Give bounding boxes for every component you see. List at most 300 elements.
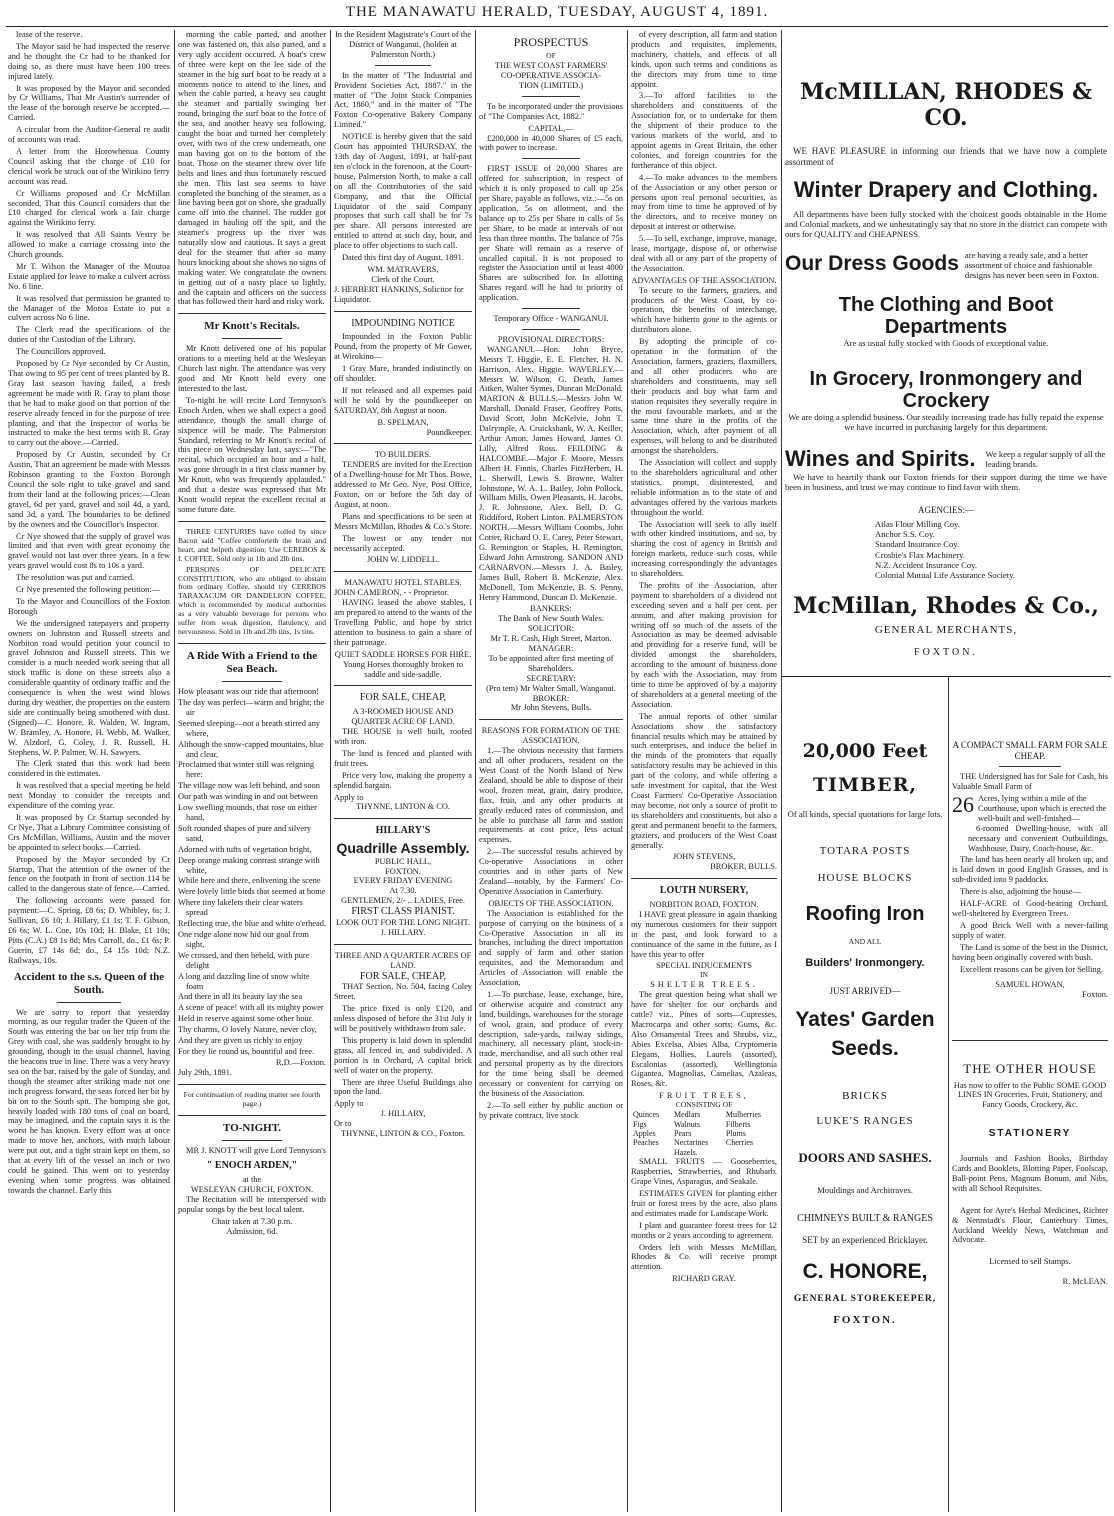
advert-text: Agent for Ayre's Herbal Medicines, Richter & Nennstadt's Flour, Canterbury Times, Auckland Weekly News, Watchman and Advocate. [952,1205,1108,1245]
advert-title: THE OTHER HOUSE [963,1061,1097,1077]
advert-text: The price fixed is only £120, and unless disposed of before the 31st July it will be positively withdrawn from sale. [334,1004,472,1033]
column-rule [627,30,628,1512]
signature: WM. MATRAVERS, [367,264,439,274]
advert-subheading: Builders' Ironmongery. [805,957,925,970]
paragraph: The Clerk read the specifications of the duties of the Custodian of the Library. [8,325,170,345]
prospectus-text: The Association is established for the purpose of carrying on the business of a Co-Operative Association in all its branches, including the direct importation and supply of farm and other station requisites, and the Memorandum and Articles of Association will enable the Association, [479,908,623,988]
divider [334,443,472,444]
divider [952,1040,1108,1041]
signature: R. McLEAN. [1062,1277,1108,1287]
table-cell: Nectarines [674,1138,709,1148]
list-item: Colonial Mutual Life Assurance Society. [875,569,1016,580]
advert-title: McMILLAN, RHODES & CO. [800,79,1092,131]
advert-heading: FOR SALE, CHEAP, [359,692,447,704]
prospectus-text: By adopting the principle of co-operation in the formation of the Association, farmers, graziers, flaxmillers, and all other producers who are shareholders and constituents, may sell their products and buy what farm and station requisites they severally require in the most favourable markets, and at the same time share in the profits of the Association, which, after payment of all expenses, will belong to and be distributed amongst the shareholders. [631,337,777,456]
poem-line: Where tiny lakelets their clear waters spread [178,898,303,918]
advert-heading: A COMPACT SMALL FARM FOR SALE CHEAP. [952,740,1108,761]
paragraph: The resolution was put and carried. [16,573,135,583]
table-row [631,1148,777,1157]
paragraph: It was resolved that All Saints Vestry be allowed to make a carriage crossing into the Church grounds. [8,230,170,260]
advert-heading: MANAWATU HOTEL STABLES. [344,578,462,588]
prospectus-text: FIRST ISSUE of 20,000 Shares are offered for subscription, in respect of which it is only proposed to call up 25s per Share, payable as follows, viz.:—5s on application, 5s on allotment, and the balance up to 25s per Share in calls of 5s per Share, to be made at intervals of not less than three months. The balance of 75s per Share will remain as a reserve of uncalled capital. It is not proposed to register the Association until at least 4000 Shares are subscribed for. In allotting Shares regard will be had to priority of application. [479,164,623,303]
advert-text: Impounded in the Foxton Public Pound, from the property of Mr Gower, at Wirokino— [334,332,472,362]
prospectus-text: 2.—The successful results achieved by Co-operative Associations in other countries and in other parts of New Zealand—notably, by the Farmers' Co-Operative Association in Canterbury. [479,847,623,896]
advert-text: are having a ready sale, and a better assortment of choice and fashionable designs has never been seen in Foxton. [964,249,1099,280]
advert-text: Admission, 6d. [226,1226,278,1236]
honore-advert [785,680,945,1510]
paragraph: To-night he will recite Lord Tennyson's Enoch Arden, when we shall expect a good attendance, though the small charge of sixpence will be made. The Palmerston Standard, referring to Mr Knott's recital of this piece on Wednesday last, says:—"The recital, which occupied an hour and a half, was gone through in a first class manner by Mr Knott, who was frequently applauded." and that a desire was expressed that Mr Knott would repeat the excellent recital at some future date. [178,395,326,514]
advert-text: Licensed to sell Stamps. [989,1257,1071,1267]
advert-text: Or to [334,1119,352,1129]
article-heading: Mr Knott's Recitals. [204,320,300,333]
advert-text: The lowest or any tender not necessarily accepted. [334,533,472,553]
advert-subheading: BRICKS [842,1089,888,1102]
advert-text: THREE CENTURIES have rolled by since Bacon said "Coffee comforteth the brain and heart, and helpeth digestion; Use CEREBOS & I. COFFEE. Sold only in 1lb and 2lb tins. [178,526,326,563]
prospectus-text: OF [546,51,556,61]
prospectus-text: £200,000 in 40,000 Shares of £5 each, with power to increase. [479,133,623,153]
poem-line: Our path was winding in and out between [178,792,318,802]
advert-text: This property is laid down in splendid grass, all fenced in, and subdivided. A portion is in Orchard, A capital brick well of water on the property. [334,1035,472,1075]
divider [522,96,580,97]
advert-text: Of all kinds, special quotations for large lots. [787,808,943,819]
divider [334,818,472,819]
prospectus-heading: BROKER: [532,693,570,703]
paragraph: Proposed by the Mayor seconded by Cr Startup, That the attention of the owner of the fence on the footpath in front of section 114 be called to the dangerous state of fence.—Carried. [8,854,170,894]
advert-title: In Grocery, Ironmongery and Crockery [809,368,1083,413]
signature: B. SPELMAN, [377,417,429,427]
prospectus-text: To be incorporated under the provisions of "The Companies Act, 1882." [479,101,623,121]
advert-text: The land is fenced and planted with fruit trees. [334,748,472,768]
advert-title: " ENOCH ARDEN," [206,1160,298,1172]
prospectus-name: TION (LIMITED.) [518,80,584,90]
court-heading: In the Resident Magistrate's Court of the District of Wanganui, (holden at Palmerston North.) [335,30,471,59]
prospectus-name: CO-OPERATIVE ASSOCIA- [500,71,602,81]
advert-text: JUST ARRIVED— [829,986,901,997]
prospectus-heading: CAPITAL,— [528,123,574,133]
advert-title: Winter Drapery and Clothing. [793,177,1099,203]
advert-subheading: TOTARA POSTS [819,844,911,857]
advert-text: ESTIMATES GIVEN for planting either fruit or forest trees by the acre, also plans and estimates made for Landscape Work. [631,1189,777,1218]
signature: JOHN STEVENS, [672,852,736,862]
advert-text: AND ALL [848,937,882,947]
paragraph: lease of the reserve. [16,30,83,39]
advert-text: THE HOUSE is well built, roofed with iron. [334,727,472,746]
poem-line: For they lie round us, bountiful and free. [178,1046,315,1056]
paragraph: The Clerk stated that this work had been considered in the estimates. [8,759,170,779]
wines-row [785,446,1107,472]
paragraph: The following accounts were passed for payment:—C. Spring, £8 6s; D. Whibley, 6s; J. Sullivan, £6 10; J. Hillary, £1 1s; T. F. Gibson, £6 6s; W. L. Coe, 10s 10d; H. Blake, £1 10s; Pitts (C.A.) £8 1s 8d; Mrs Carroll, do., £1 6s; P. Guerin, £7 14s 6d; do., £4 15s 10d; N.Z. Railways, 10s. [8,896,170,965]
prospectus-heading: PROVISIONAL DIRECTORS: [497,334,605,344]
prospectus-text: Mr T. R. Cash, High Street, Marton. [490,634,612,644]
signature: THYNNE, LINTON & CO. [355,802,451,812]
advert-text: Mouldings and Architraves. [817,1185,913,1196]
advert-text: PERSONS OF DELICATE CONSTITUTION, who are obliged to abstain from ordinary Coffee, should try CEREBOS TARAXACUM OR DANDELION COFFEE, which is recommended by medical authorities as a very valuable beverage for persons who suffer from weak digestion, flatulency, and nervousness. Sold in 1lb and 2lb tins, 1s tins. [178,564,326,637]
advert-text: Apply to [334,1099,364,1109]
poem-line: Adorned with tufts of vegetation bright, [178,844,312,854]
poem-line: A long and dazzling line of snow white foam [178,971,310,991]
paragraph: The Councillors approved. [16,347,106,357]
advert-text: Orders left with Messrs McMillan, Rhodes & Co. will receive prompt attention. [631,1242,777,1272]
poem-line: The village now was left behind, and soon [178,781,320,791]
divider [334,571,472,572]
advert-subheading: SHELTER TREES. [650,980,758,990]
table-cell: Plums [725,1129,746,1139]
advert-text: We are doing a splendid business. Our steadily increasing trade has fully repaid the expense we have incurred in purchasing largely for this department. [788,412,1104,433]
advert-text: If not released and all expenses paid will be sold by the poundkeeper on SATURDAY, 8th August at noon. [334,385,472,415]
divider [178,313,326,314]
advert-text: At 7.30. [389,886,417,896]
advert-text: at the [242,1175,262,1185]
paragraph: It was proposed by Cr Startup seconded by Cr Nye, That a Library Committee consisting of Crs McMillan, Williams, Austin and the mover be appointed to select books.—Carried. [8,812,170,852]
signature: SAMUEL HOWAN, [995,980,1065,990]
divider [178,1115,326,1116]
advert-text: The great question being what shall we have for shelter for our orchards and cattle? viz., Pines of sorts—Cupresses, Macrocarpa and other sorts; Gums, &c. Also Ornamental Trees and Shrubs, viz., Abies Excelsa, Abies Alba, Cryptomeria Elegans, Hollies, Laurels (assorted), Escalonias (assorted), Wellingtonia Gigantea, Magnolias, Camelias, Azaleas, Roses, &c. [631,990,777,1089]
advert-heading: IMPOUNDING NOTICE [351,317,455,329]
prospectus-text: (Pro tem) Mr Walter Small, Wanganui. [486,683,616,693]
column-4 [479,30,623,1510]
advert-text: The land has been nearly all broken up, and is laid down in good English Grasses, and is sub-divided into 9 paddocks. [952,855,1108,885]
advert-text: THE Undersigned has for Sale for Cash, his Valuable Small Farm of [952,772,1108,792]
prospectus-text: 4.—To make advances to the members of the Association or any other person or persons upon real personal securities, as may from time to time be approved of by the directors, and to receive money on deposit at interest or otherwise. [631,172,777,232]
prospectus-name: THE WEST COAST FARMERS' [494,61,608,71]
paragraph: Mr T. Wilson the Manager of the Moutoa Estate applied for leave to make a culvert across No. 6 line. [8,261,170,291]
table-cell: Mulberries [725,1110,761,1120]
poem-line: Held in reserve against some other hour. [178,1014,314,1024]
advert-subheading: LUKE'S RANGES [816,1114,914,1127]
signature: J. HERBERT HANKINS, Solicitor for Liquidator. [334,284,464,304]
prospectus-heading: REASONS FOR FORMATION OF THE ASSOCIATION. [481,726,621,746]
advert-text: MR J. KNOTT will give Lord Tennyson's [186,1145,326,1155]
paragraph: Cr Nye presented the following petition:— [16,585,160,595]
paragraph: It was proposed by the Mayor and seconded by Cr Williams, That Mr Austin's surrender of the lease of the borough reserve be accepted.—Carried. [8,83,170,123]
poem-line: Thy charms, O lovely Nature, never cloy, [178,1025,317,1035]
advert-text: 1 Gray Mare, branded indistinctly on off shoulder. [334,364,472,383]
prospectus-heading: OBJECTS OF THE ASSOCIATION. [488,898,614,908]
masthead-rule [6,26,1108,27]
prospectus-text: WANGANUI.—Hon. John Bryce, Messrs T. Higgie, E. E. Fletcher, H. N. Harrison, Alex. Higgie. WAVERLEY.—Messrs W. Wilson, G. Death, James Aitken, Walter Symes, Duncan McDonald. MARTON & BULLS.—Messrs John W. Marshall, Donald Fraser, Geoffrey Potts, David Scott, John McKelvie, John T. Dalrymple, A. Cruickshank, W. A. Keiller, Arthur Amon, James Howard, James O. Lilly, Alfred Ross. FEILDING & HALCOMBE.—Major F. Moore, Messrs Albert H. Finnis, Charles FitzHerbert, H. L. Sherwill, Lewis S. Browne, Walter Johnstone, W. A. L. Bailey, John Pollock, William Mills, Owen Pleasants, H. Jacobs, J. R. Johnstone, Alex. Bell, D. G. Riddiford, Robert Linton. PALMERSTON NORTH.—Messrs William Coombs, John Cotter, Richard O. E. Carey, Peter Stewart, G. Remington or Staples, H. Remington, Edward John Armstrong. SANDON AND CARNARVON.—Messrs J. A. Bailey, James Bull, Robert B. McKenzie, Alex. McDonell, Tom McKenzie, B. S. Penny, Henry Hammond, Duncan D. McKenzie. [479,344,623,602]
paragraph: To the Mayor and Councillors of the Foxton Borough [8,596,170,616]
advert-text: Has now to offer to the Public SOME GOOD LINES IN Groceries, Fruit, Stationery, and Fancy Goods, Crockery, &c. [953,1080,1107,1110]
mcmillan-advert [785,30,1107,670]
advert-text: There is also, adjoining the house— [960,887,1081,897]
masthead: THE MANAWATU HERALD, TUESDAY, AUGUST 4, 1891. [345,4,769,20]
advert-text: Chair taken at 7.30 p.m. [211,1216,293,1226]
divider [522,329,580,330]
advert-heading: TO BUILDERS. [374,450,432,460]
advert-subheading: DOORS AND SASHES. [798,1149,932,1165]
advert-subheading: HOUSE BLOCKS [817,871,913,884]
paragraph: A circular from the Auditor-General re audit of accounts was read. [8,125,170,145]
continuation-note: For continuation of reading matter see fourth page.) [183,1089,321,1108]
advert-text: IN [699,970,708,980]
poem-line: Seemed sleeping—not a breath stirred any where, [178,718,321,738]
table-cell: Figs [633,1119,647,1129]
advert-text: GENTLEMEN, 2/- .. LADIES, Free. [341,896,465,906]
table-cell: Cherries [725,1138,753,1148]
advert-subheading: QUIET SADDLE HORSES FOR HIRE. [334,649,472,659]
signature: THYNNE, LINTON & CO., Foxton. [340,1129,466,1139]
advert-subheading: FRUIT TREES, [659,1091,749,1101]
advert-text: There are three Useful Buildings also upon the land. [334,1077,472,1097]
poem-date: July 29th, 1891. [178,1067,232,1077]
advert-text: SET by an experienced Bricklayer. [802,1235,928,1245]
table-cell: Walnuts [674,1119,701,1129]
poem-line: We crossed, and then beheld, with pure delight [178,950,310,970]
advert-subheading: FOXTON. [914,646,978,658]
fruit-table [631,1110,777,1157]
advert-subheading: SPECIAL INDUCEMENTS [656,961,752,971]
advert-text: The Recitation will be interspersed with popular songs by the best local talent. [178,1195,326,1214]
paragraph: Proposed by Cr Austin, seconded by Cr Austin, That an agreement be made with Messrs Robinson granting to the Foxton Borough Council the sole right to take gravel and sand from their land at the following prices:—Clean gravel, 6d per yard, gravel and soil 4d, a yard, sand 3d, a yard. The boundaries to be defined by the owners and the Councillor's Inspector. [8,450,170,529]
divider [375,65,430,66]
advert-text: A good Brick Well with a never-failing supply of water. [952,920,1108,940]
prospectus-text: To secure to the farmers, graziers, and producers of the West Coast, by co-operation, the benefits of interchange, which have hitherto gone to the agents or distributors alone. [631,285,777,335]
prospectus-text: The Bank of New South Wales. [498,614,604,624]
advert-subheading: GENERAL STOREKEEPER, [793,1294,937,1305]
poem-line: Although the snow-capped mountains, blue and clear, [178,739,324,759]
advert-subheading: FOR SALE, CHEAP, [359,970,447,982]
list-item: Atlas Flour Milling Coy. [875,519,960,530]
advert-heading: LOUTH NURSERY, [659,885,749,897]
prospectus-text: Mr John Stevens, Bulls. [510,703,592,713]
column-2 [178,30,326,1510]
advert-text: TENDERS are invited for the Erection of a Dwelling-house for Mr Thos. Bowe, addressed to Mr Geo. Nye, Post Office, Foxton, on or before the 5th day of August, at noon. [334,460,472,509]
advert-text: EVERY FRIDAY EVENING [353,876,453,886]
poem-line: How pleasant was our ride that afternoon! [178,687,319,697]
prospectus-heading: MANAGER: [528,644,574,654]
signature: J. HILLARY. [380,927,426,937]
prospectus-text: 3.—To afford facilities to the shareholders and constituents of the Association for, or to undertake for them the shipment of their produce to the various markets of the world, and to appoint agents in Great Britain, the other colonies, and foreign countries for the furtherance of this object. [631,91,777,170]
advert-heading: TO-NIGHT. [223,1121,281,1134]
signature: J. HILLARY, [380,1109,426,1119]
advert-text: Acres, lying within a mile of the Courthouse, upon which is erected the well-built and well-finished— [978,794,1107,823]
advert-title: TIMBER, [812,774,917,797]
paragraph: It was resolved that permission be granted to the Manager of the Motoa Estate to put a culvert across No 6 line. [8,293,170,323]
paragraph: The Mayor said he had inspected the reserve and he thought the Cr had to be thanked for doing so, as there must have been 100 trees injured lately. [8,41,170,81]
advert-text: LOOK OUT FOR THE LONG NIGHT. [336,917,470,927]
prospectus-title: PROSPECTUS [513,35,589,49]
poem-line: The day was perfect—warm and bright; the air [178,698,325,717]
advert-text: FIRST CLASS PIANIST. [351,906,455,918]
poem-line: And there in all its beauty lay the sea [178,992,303,1002]
advert-text: HALF-ACRE of Good-bearing Orchard, well-sheltered by Evergreen Trees. [952,899,1108,918]
paragraph: Cr Nye showed that the supply of gravel was limited and that even with great economy the gravel would not last over three years. In a few years gravel would cost 8s to 10s a yard. [8,531,170,571]
signature: BROKER, BULLS. [710,862,777,872]
table-cell: Apples [633,1129,656,1139]
advert-text: Plans and specifications to be seen at Messrs McMillan, Rhodes & Co.'s Store. [334,511,472,531]
table-row [631,1138,777,1147]
advert-text: I HAVE great pleasure in again thanking my numerous customers for their support in the past, and look forward to a continuance of the same in the future, as I have this year to offer [631,909,777,959]
advert-title: Wines and Spirits. [785,446,976,472]
farm-acres-row [952,794,1108,824]
divider [334,685,472,686]
table-cell [631,1148,672,1157]
poem-line: While here and there, enlivening the scene [178,876,321,886]
advert-text: WE HAVE PLEASURE in informing our friends that we have now a complete assortment of [785,145,1107,167]
divider [178,1084,326,1085]
table-cell: Filberts [725,1119,751,1129]
advert-text: JOHN CAMERON, - - Proprietor. [334,588,449,598]
table-cell: Hazels. [674,1147,698,1157]
advert-subheading: CHIMNEYS BUILT & RANGES [797,1213,933,1225]
signature: Foxton. [1082,990,1108,1000]
paragraph: We are sorry to report that yesterday morning, as our regular trader the Queen of the South was entering the bar on her trip from the Grey with coal, she was suddenly brought to by grounding, though in the usual channel, having the beacons true in line. There was a very heavy sea on the bar, raised by the gale of Sunday, and though the steamer after striking made not one inch progress forward, the seas forced her bit by bit on to the South spit. The bumping she got, heavily loaded with 180 tons of coal on board, may be imagined, and the captain says it is the worst he has known. Every effort was at once made to move her, anchors, with much labour were put out, and a tight strain kept on them, so that at every lift of the vessel an inch or two could be gained. This went on to yesterday evening when some progress was obtained towards the channel. Early this [8,1007,170,1195]
prospectus-text: Temporary Office - WANGANUI. [493,314,609,324]
column-rule [781,30,782,1512]
poem-signature: R.D.—Foxton. [275,1057,326,1067]
farm-advert [952,680,1108,1510]
prospectus-text: To be appointed after first meeting of Shareholders. [488,653,614,673]
signature: Clerk of the Court. [371,274,435,284]
court-dated: Dated this first day of August, 1891. [342,253,464,263]
poem-line: Reflecting true, the blue and white o'erhead. [178,919,326,929]
advert-text: SMALL FRUITS — Gooseberries, Raspberries, Strawberries, and Rhubarb. Grape Vines, Asparagus, and Seakale. [631,1157,777,1187]
poem-line: One ridge alone now hid our goal from sight, [178,929,309,949]
acre-count: 26 [952,792,974,818]
table-cell: Pears [674,1129,692,1139]
advert-text: PUBLIC HALL, [374,856,432,866]
prospectus-text: 5.—To sell, exchange, improve, manage, lease, mortgage, dispose of, or otherwise deal with all or any part of the property of the Association. [631,234,777,273]
column-rule [174,30,175,1512]
advert-venue: WESLEYAN CHURCH, FOXTON. [190,1185,314,1195]
advert-text: Excellent reasons can be given for Selling. [960,964,1104,974]
dress-goods-row [785,250,1107,280]
advert-title: C. HONORE, [802,1259,928,1283]
poem-line: Low swelling mounds, that rose on either hand, [178,803,317,822]
paragraph: Cr Williams proposed and Cr McMillan seconded, That this Council considers that the £10 charged for clerical work a fair charge against the Wirikino ferry. [8,188,170,228]
advert-text: HAVING leased the above stables, I am prepared to attend to the wants of the Travelling Public, and hope by strict attention to business to gain a share of their patronage. [334,598,472,647]
advert-text: Are as usual fully stocked with Goods of exceptional value. [843,337,1049,348]
column-1 [8,30,170,1510]
prospectus-text: The Association will seek to ally itself with other kindred institutions, and so, by sharing the cost of agency in British and foreign markets, reduce such costs, while increasing correspondingly the advantages to shareholders. [631,519,777,579]
table-cell: Medlars [674,1110,701,1120]
advert-subheading: STATIONERY [988,1128,1072,1140]
advert-title: The Clothing and Boot Departments [838,293,1054,338]
prospectus-heading: BANKERS: [530,604,572,614]
advert-title: Our Dress Goods [785,252,959,276]
divider [479,719,623,720]
table-row [631,1120,777,1129]
paragraph: We the undersigned ratepayers and property owners on Johnston and Russell streets and Norbiton road would petition your council to gravel Johnston and Russell streets. This we consider is a much needed work seeing that all stock traffic is done on these streets also a considerable quantity of ordinary traffic and the consequence is when the west wind blows during dry weather, the properties on the eastern side are continually being smothered with dust. (Signed)—C. Honore, R. Walden, W. Ingram, W. Bramley, A. Honore, H. Webb, M. Walker, W. Alzdorf, G. Coley, J. R. Russell, H. Stephens, W. P. Palmer, W. H. Sawyers. [8,618,170,757]
column-3 [334,30,472,1510]
advert-text: Journals and Fashion Books, Birthday Cards and Booklets, Blotting Paper, Foolscap, Ball-point Pens, Magnum Bonum, and Nibs, with all School Requisites. [952,1154,1108,1193]
advert-text: Apply to [334,792,364,802]
advert-title: Yates' Garden Seeds. [795,1008,935,1061]
divider [522,158,580,159]
column-rule [475,30,476,1512]
divider [178,643,326,644]
poem-line: A scene of peace! with all its mighty power [178,1003,324,1013]
advert-title: Quadrille Assembly. [336,840,470,857]
article-heading: Accident to the s.s. Queen of the South. [13,970,165,996]
divider [57,1002,122,1003]
advert-title: Roofing Iron [805,902,925,925]
advert-subheading: GENERAL MERCHANTS, [874,623,1018,636]
poem-line: Proclaimed that winter still was reigning here: [178,760,315,780]
table-row [631,1110,777,1119]
advert-subheading: NORBITON ROAD, FOXTON. [649,900,759,910]
divider [222,1140,281,1141]
poem-line: Were lovely little birds that seemed at home [178,887,326,897]
agencies-heading: AGENCIES:— [918,504,974,515]
poem [178,687,326,1057]
divider [222,338,281,339]
advert-subheading: A 3-ROOMED HOUSE AND QUARTER ACRE OF LAND. [351,707,455,727]
table-cell: Quinces [633,1110,660,1120]
prospectus-heading: ADVANTAGES OF THE ASSOCIATION. [631,275,777,285]
signature: RICHARD GRAY. [672,1274,736,1284]
advert-text: I plant and guarantee forest trees for 12 months or 2 years according to agreement. [631,1220,777,1240]
poem-title: A Ride With a Friend to the Sea Beach. [186,650,318,676]
section-rule [781,676,1111,677]
court-notice: NOTICE is hereby given that the said Court has appointed THURSDAY, the 13th day of August, 1891, at half-past ten o'clock in the forenoon, at the Court-house, Palmerston North, to make a call on all the Contributories of the said Company, and that the Official Liquidator of the said Company proposes that such call shall be for 7s per share. All persons interested are entitled to attend at such day, hour, and place to offer objections to such call. [334,132,472,251]
prospectus-heading: SECRETARY: [526,673,576,683]
advert-title: 20,000 Feet [802,740,928,762]
court-matter: In the matter of "The Industrial and Provident Societies Act, 1887." in the matter of "The Joint Stock Companies Act, 1860," and in the matter of "The Foxton Co-operative Bakery Company Limited." [334,70,472,130]
prospectus-text: 2.—To sell either by public auction or by private contract, live stock [479,1100,623,1120]
table-cell [724,1148,777,1157]
table-row [631,1129,777,1138]
advert-text: The Land is some of the best in the District, having been originally covered with bush. [952,942,1108,962]
advert-text: 6-roomed Dwelling-house, with all necessary and convenient Outbuildings, Washhouse, Dairy, Coach-house, &c. [968,823,1108,853]
column-rule [330,30,331,1512]
advert-text: CONSISTING OF [675,1100,733,1110]
prospectus-text: of every description, all farm and station products and requisites, implements, machinery, chattels, and effects of all kinds, upon such terms and conditions as the directors may from time to time appoint. [631,30,777,89]
column-rule [948,676,949,1512]
prospectus-text: The profits of the Association, after payment to shareholders of a dividend not exceeding seven and a half per cent. per annum, and after making provision for writing off so much of the assets of the Association as may be deemed advisable and providing for a reserve fund, will be divided amongst the shareholders, according to the amount of business done by each with the Association, may from time to time be approved of by a majority of shareholders at a general meeting of the Association. [631,580,777,709]
paragraph: Proposed by Cr Nye seconded by Cr Austin, That owing to 95 per cent of trees planted by R. Gray last season having failed, a fresh agreement be made with R. Gray to plant those that he had to make good on that portion of the reserve already fenced in for the purpose of tree planting, and that the Inspector of works be instructed to make the best terms with R. Gray to carry out the above.—Carried. [8,359,170,448]
paragraph: morning the cable parted, and another one was fastened on, this also parted, and a very ugly accident occurred. A boat's crew of three were kept on the lee side of the steamer in the big surf boat to be ready at a moments notice to attend to the lines, and when the cable parted, a heavy sea caught the steamer and partially swinging her round, bringing the surf boat to the force of the sea, and another heavy sea following, caught the boat and turned her completely over, with two of the crew underneath, one man having got on to the bottom of the boat. Those on the steamer threw over life belts and lines and thus fortunately rescued the men. This last sea seems to have completed the bunching of the steamer, as a line having been got on shore, she gradually came off into the channel. The rudder got damaged in hauling off the spit, and the steamer's progress up the river was naturally slow and cautious. It says a great deal for the steamer that after so many hours knocking about she shows no signs of making water. We congratulate the owners in getting out of a nasty place so lightly, and the captain and officers on the success that has followed their hard and risky work. [178,30,326,307]
divider [222,681,281,682]
poem-line: Deep orange making contrast strange with white, [178,855,320,875]
signature: JOHN W. LIDDELL. [366,555,440,565]
list-item: Anchor S.S. Coy. [875,529,935,540]
poem-line: And they are given us richly to enjoy [178,1036,303,1046]
prospectus-heading: SOLICITOR: [528,624,574,634]
prospectus-text: The annual reports of other similar Associations show the satisfactory financial results which may be attained by such enterprises, and induce the belief in the minds of the promoters that equally satisfactory results may be achieved in this part of the colony, and while offering a safe investment for capital, that the West Coast Farmers' Co-Operative Association may become, not only a source of profit to its shareholders and constituents, but also a great and permanent benefit to the farmers, graziers, and producers of the West Coast generally. [631,711,777,850]
agencies-list [875,519,1107,580]
prospectus-text: The Association will collect and supply to the shareholders agricultural and other statistics, prompt, disinterested, and reliable information as to the state of and advantages offered by the various markets throughout the world. [631,458,777,517]
advert-text: We keep a regular supply of all the leading brands. [985,449,1106,470]
list-item: N.Z. Accident Insurance Coy. [875,559,978,570]
table-cell: Peaches [633,1138,659,1148]
advert-subheading: FOXTON. [833,1313,897,1326]
advert-text: Young Horses thoroughly broken to saddle and side-saddle. [342,659,464,679]
paragraph: It was resolved that a special meeting be held next Monday to consider the receipts and expenditure of the coming year. [8,781,170,811]
divider [999,766,1061,767]
divider [334,944,472,945]
divider [631,878,777,879]
advert-text: FOXTON. [385,866,421,876]
column-5 [631,30,777,1510]
poem-line: Soft rounded shapes of pure and silvery sand, [178,823,312,843]
paragraph: A letter from the Horowhenua County Council asking that the charge of £10 for clerical work be struck out of the Wirikino ferry account was read. [8,146,170,186]
advert-text: All departments have been fully stocked with the choicest goods obtainable in the Home and Colonial markets, and we unhesitatingly say that no store in the district can compete with ours for QUALITY and CHEAPNESS. [785,209,1107,240]
advert-heading: THREE AND A QUARTER ACRES OF LAND. [334,950,472,970]
divider [334,311,472,312]
advert-text: We have to heartily thank our Foxton friends for their support during the time we have been in business, and trust we may continue to find favor with them. [785,472,1107,493]
paragraph: Mr Knott delivered one of his popular orations to a meeting held at the Wesleyan Church last night. The attendance was very good and Mr Knott held every one interested to the last. [178,344,326,393]
prospectus-text: 1.—The obvious necessity that farmers and all other producers, resident on the West Coast of the North Island of New Zealand, should be able to dispose of their wool, frozen meat, grain, dairy produce, flax, fruit, and any other products at greatly reduced rates of commission, and be able to purchase all farm and station requirements at cost price, less actual expenses. [479,746,623,845]
list-item: Crosbie's Flax Machinery. [875,549,966,560]
advert-text: Price very low, making the property a splendid bargain. [334,770,472,790]
advert-text: THAT Section, No. 504, facing Coley Street. [334,982,472,1002]
divider [522,308,580,309]
advert-heading: HILLARY'S [375,825,431,837]
list-item: Standard Insurance Coy. [875,539,960,550]
prospectus-text: 1.—To purchase, lease, exchange, hire, or otherwise acquire and construct any land, buildings, warehouses for the storage of wool, grain, and produce of every description, sale-yards, railway sidings, machinery, all necessary plant, stock-in-trade, merchandise, and all such other real and personal property as by the directors for the time being shall be deemed necessary or convenient for carrying on the business of the Association. [479,989,623,1099]
divider [178,521,326,522]
